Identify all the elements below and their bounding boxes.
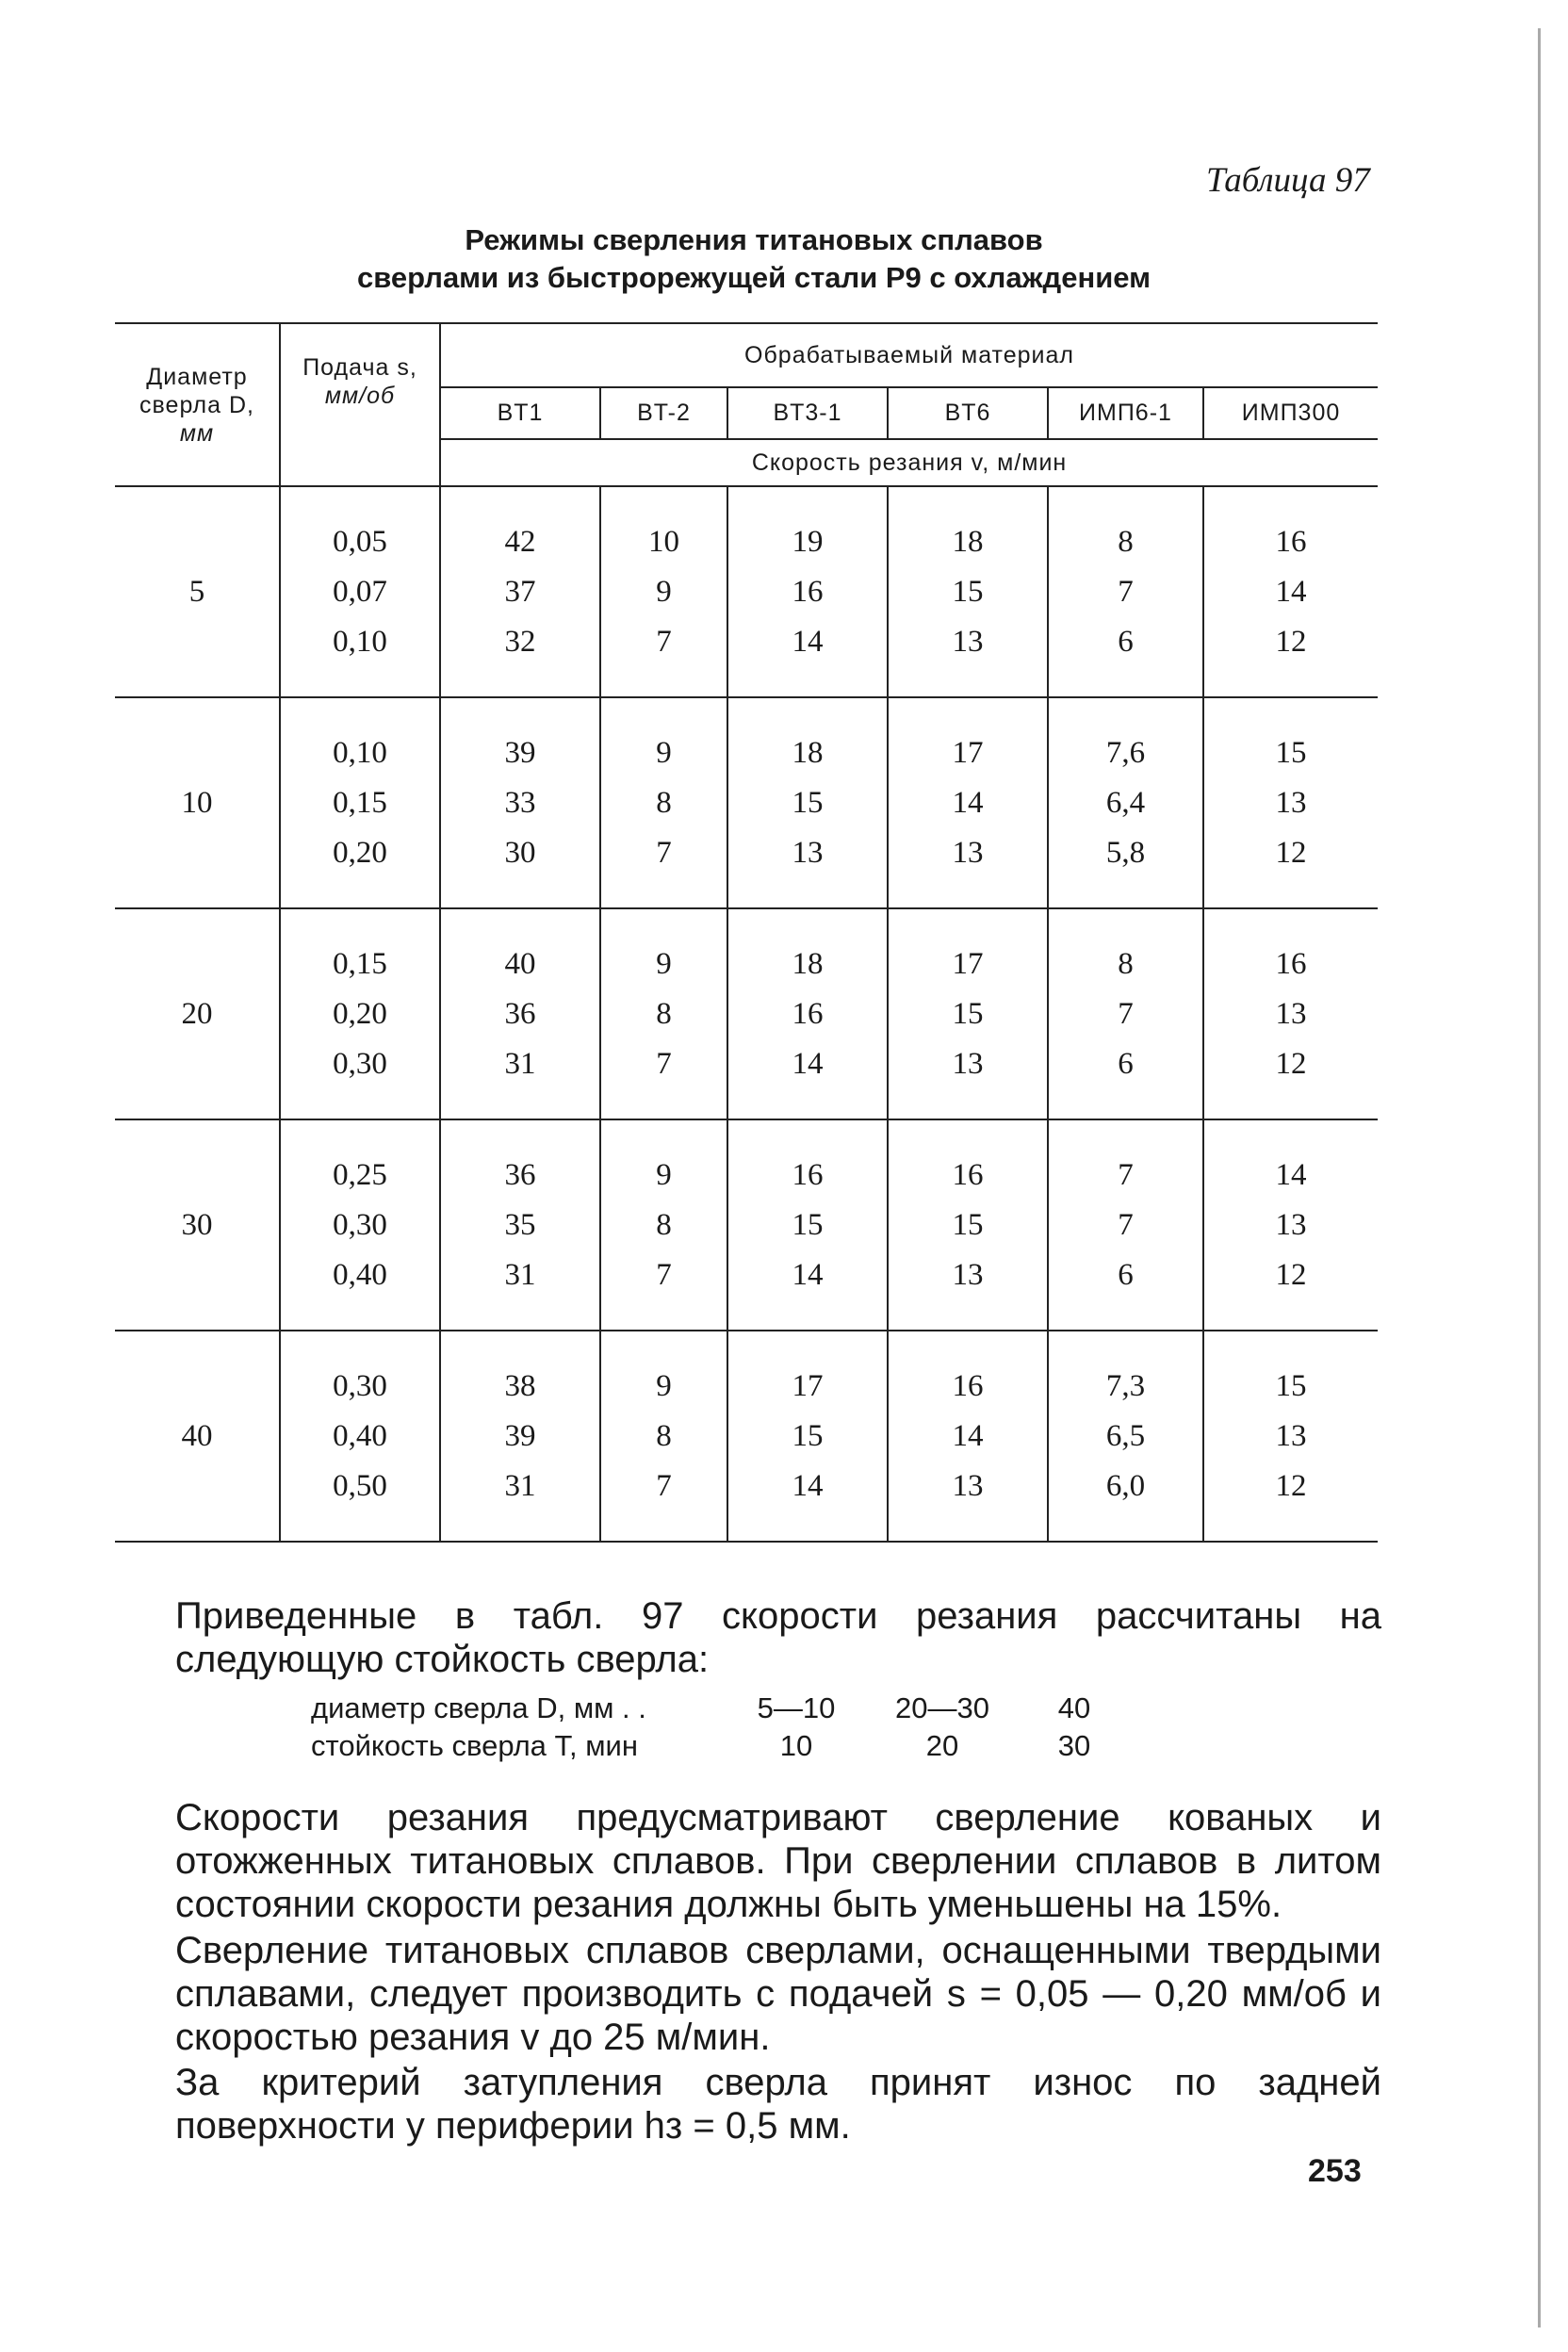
speed-value: 13 [792, 835, 824, 870]
speed-value: 31 [504, 1468, 536, 1503]
speed-value: 9 [656, 574, 672, 609]
cell-speeds-имп6-1 [1048, 697, 1203, 908]
speed-value: 8 [656, 1418, 672, 1453]
table-label: Таблица 97 [1206, 161, 1370, 200]
feed-value: 0,30 [333, 1368, 387, 1403]
speed-value: 36 [504, 996, 536, 1031]
speed-value: 13 [1275, 996, 1307, 1031]
speed-value: 16 [952, 1157, 984, 1192]
feed-value: 0,25 [333, 1157, 387, 1192]
speed-values [601, 1362, 727, 1511]
speed-value: 12 [1275, 1468, 1307, 1503]
tool-life-value: 20 [925, 1729, 959, 1762]
speed-value: 7 [656, 624, 672, 659]
drilling-modes-table [115, 322, 1378, 1543]
feed-values [281, 939, 439, 1089]
cell-speeds-имп300 [1203, 908, 1378, 1119]
speed-value: 39 [504, 735, 536, 770]
speed-value: 38 [504, 1368, 536, 1403]
speed-values [1049, 939, 1202, 1089]
speed-value: 15 [952, 1207, 984, 1242]
feed-value: 0,30 [333, 1207, 387, 1242]
speed-value: 8 [1118, 946, 1134, 981]
tool-life-row-diameter [311, 1690, 1121, 1727]
feed-value: 0,50 [333, 1468, 387, 1503]
cell-feeds [280, 908, 440, 1119]
speed-value: 15 [1275, 735, 1307, 770]
page-number: 253 [1308, 2153, 1362, 2189]
speed-value: 14 [1275, 1157, 1307, 1192]
tool-life-value: 30 [1057, 1729, 1091, 1762]
header-feed [280, 323, 440, 439]
cell-speeds-bt1 [440, 908, 600, 1119]
header-bt6: BT6 [888, 387, 1048, 439]
header-imp300: ИМП300 [1203, 387, 1378, 439]
speed-values [889, 1362, 1047, 1511]
paragraph-2: Скорости резания предусматривают сверление кованых и отожженных титановых сплавов. При сверлении сплавов в литом состоянии скорости резания должны быть уменьшены на 15%. [175, 1797, 1381, 1925]
speed-value: 8 [656, 785, 672, 820]
speed-values [441, 728, 599, 878]
cell-speeds-bt-2 [600, 697, 727, 908]
speed-value: 7,3 [1105, 1368, 1146, 1403]
table-row [115, 1119, 1378, 1331]
speed-value: 31 [504, 1257, 536, 1292]
speed-values [1049, 517, 1202, 667]
speed-values [1204, 728, 1378, 878]
cell-speeds-имп300 [1203, 486, 1378, 697]
feed-values [281, 1151, 439, 1300]
table-caption [283, 221, 1225, 297]
speed-value: 15 [792, 1418, 824, 1453]
cell-speeds-bt6 [888, 1119, 1048, 1331]
speed-value: 9 [656, 735, 672, 770]
speed-values [728, 1362, 887, 1511]
speed-value: 40 [504, 946, 536, 981]
header-feed-line-1: Подача s, [302, 354, 417, 381]
speed-value: 16 [792, 996, 824, 1031]
tool-life-value: 20—30 [895, 1691, 989, 1724]
feed-value: 0,30 [333, 1046, 387, 1081]
speed-value: 8 [1118, 524, 1134, 559]
feed-value: 0,15 [333, 946, 387, 981]
speed-value: 16 [792, 574, 824, 609]
speed-value: 15 [952, 574, 984, 609]
speed-value: 32 [504, 624, 536, 659]
speed-value: 6,0 [1105, 1468, 1146, 1503]
table-row [115, 697, 1378, 908]
speed-values [441, 1362, 599, 1511]
speed-values [1204, 939, 1378, 1089]
speed-value: 16 [792, 1157, 824, 1192]
header-diameter-line-2: сверла D, [139, 391, 254, 418]
speed-value: 12 [1275, 835, 1307, 870]
speed-value: 17 [792, 1368, 824, 1403]
speed-value: 14 [792, 1046, 824, 1081]
speed-value: 14 [792, 1257, 824, 1292]
cell-speeds-имп300 [1203, 1331, 1378, 1542]
speed-values [441, 517, 599, 667]
speed-value: 12 [1275, 624, 1307, 659]
tool-life-table [311, 1690, 1121, 1765]
cell-speeds-bt3-1 [727, 486, 888, 697]
speed-value: 9 [656, 1157, 672, 1192]
cell-speeds-bt-2 [600, 1331, 727, 1542]
header-bt3-1: BT3-1 [727, 387, 888, 439]
speed-values [601, 1151, 727, 1300]
speed-value: 42 [504, 524, 536, 559]
speed-value: 6 [1118, 624, 1134, 659]
speed-value: 7 [1118, 996, 1134, 1031]
speed-value: 7 [1118, 1157, 1134, 1192]
tool-life-row-life [311, 1727, 1121, 1765]
speed-value: 12 [1275, 1257, 1307, 1292]
speed-value: 7 [656, 1257, 672, 1292]
speed-values [601, 728, 727, 878]
speed-value: 16 [1275, 524, 1307, 559]
speed-value: 14 [1275, 574, 1307, 609]
header-feed-spacer [280, 439, 440, 486]
table-body [115, 486, 1378, 1542]
speed-value: 8 [656, 996, 672, 1031]
cell-diameter: 10 [115, 697, 280, 908]
table-row [115, 486, 1378, 697]
speed-values [1049, 1151, 1202, 1300]
cell-speeds-bt6 [888, 697, 1048, 908]
speed-value: 7 [1118, 574, 1134, 609]
feed-value: 0,07 [333, 574, 387, 609]
speed-value: 17 [952, 946, 984, 981]
cell-speeds-имп6-1 [1048, 1119, 1203, 1331]
cell-diameter: 5 [115, 486, 280, 697]
cell-speeds-имп6-1 [1048, 1331, 1203, 1542]
speed-value: 12 [1275, 1046, 1307, 1081]
speed-value: 37 [504, 574, 536, 609]
cell-speeds-bt-2 [600, 486, 727, 697]
tool-life-value: 10 [779, 1729, 813, 1762]
cell-speeds-bt6 [888, 486, 1048, 697]
speed-value: 17 [952, 735, 984, 770]
speed-values [889, 939, 1047, 1089]
cell-diameter: 20 [115, 908, 280, 1119]
speed-value: 36 [504, 1157, 536, 1192]
cell-diameter: 40 [115, 1331, 280, 1542]
cell-speeds-bt3-1 [727, 1331, 888, 1542]
speed-value: 16 [952, 1368, 984, 1403]
feed-value: 0,10 [333, 624, 387, 659]
feed-value: 0,05 [333, 524, 387, 559]
header-bt2: BT-2 [600, 387, 727, 439]
cell-speeds-bt1 [440, 1331, 600, 1542]
speed-value: 7,6 [1105, 735, 1146, 770]
speed-value: 6 [1118, 1046, 1134, 1081]
speed-value: 16 [1275, 946, 1307, 981]
cell-speeds-bt1 [440, 697, 600, 908]
cell-speeds-имп300 [1203, 697, 1378, 908]
speed-value: 13 [952, 835, 984, 870]
cell-diameter: 30 [115, 1119, 280, 1331]
cell-speeds-bt6 [888, 1331, 1048, 1542]
feed-value: 0,15 [333, 785, 387, 820]
header-diameter-line-1: Диаметр [146, 363, 248, 390]
cell-speeds-bt3-1 [727, 908, 888, 1119]
speed-values [441, 939, 599, 1089]
speed-values [1049, 1362, 1202, 1511]
tool-life-label: диаметр сверла D, мм . . [311, 1691, 646, 1724]
speed-value: 13 [952, 1468, 984, 1503]
speed-values [889, 1151, 1047, 1300]
speed-values [601, 939, 727, 1089]
cell-speeds-имп6-1 [1048, 486, 1203, 697]
speed-value: 33 [504, 785, 536, 820]
feed-value: 0,20 [333, 996, 387, 1031]
speed-value: 10 [648, 524, 679, 559]
cell-speeds-bt-2 [600, 908, 727, 1119]
tool-life-value: 40 [1057, 1691, 1091, 1724]
speed-value: 15 [1275, 1368, 1307, 1403]
speed-values [1204, 517, 1378, 667]
speed-values [889, 728, 1047, 878]
header-feed-line-2: мм/об [324, 383, 396, 409]
speed-values [728, 517, 887, 667]
speed-value: 15 [792, 1207, 824, 1242]
speed-values [1049, 728, 1202, 878]
speed-values [1204, 1362, 1378, 1511]
cell-feeds [280, 486, 440, 697]
speed-value: 7 [656, 1046, 672, 1081]
feed-value: 0,20 [333, 835, 387, 870]
speed-value: 9 [656, 946, 672, 981]
speed-value: 18 [952, 524, 984, 559]
caption-line-1: Режимы сверления титановых сплавов [465, 223, 1043, 256]
speed-value: 14 [952, 1418, 984, 1453]
feed-value: 0,40 [333, 1257, 387, 1292]
speed-value: 19 [792, 524, 824, 559]
cell-speeds-bt3-1 [727, 697, 888, 908]
speed-values [1204, 1151, 1378, 1300]
cell-speeds-имп300 [1203, 1119, 1378, 1331]
header-material: Обрабатываемый материал [440, 323, 1378, 387]
speed-values [441, 1151, 599, 1300]
speed-value: 15 [952, 996, 984, 1031]
speed-value: 5,8 [1105, 835, 1146, 870]
tool-life-value: 5—10 [757, 1691, 836, 1724]
speed-value: 30 [504, 835, 536, 870]
speed-value: 14 [792, 1468, 824, 1503]
cell-speeds-bt-2 [600, 1119, 727, 1331]
page-edge-line [1538, 28, 1541, 2328]
speed-values [728, 1151, 887, 1300]
speed-value: 6 [1118, 1257, 1134, 1292]
speed-value: 7 [656, 1468, 672, 1503]
speed-value: 31 [504, 1046, 536, 1081]
feed-values [281, 517, 439, 667]
feed-values [281, 728, 439, 878]
feed-value: 0,40 [333, 1418, 387, 1453]
cell-speeds-имп6-1 [1048, 908, 1203, 1119]
header-imp6-1: ИМП6-1 [1048, 387, 1203, 439]
speed-value: 6,4 [1105, 785, 1146, 820]
speed-value: 7 [656, 835, 672, 870]
speed-value: 13 [952, 624, 984, 659]
cell-speeds-bt6 [888, 908, 1048, 1119]
cell-feeds [280, 1119, 440, 1331]
speed-values [728, 728, 887, 878]
speed-value: 13 [952, 1257, 984, 1292]
speed-value: 13 [1275, 785, 1307, 820]
speed-value: 15 [792, 785, 824, 820]
speed-value: 8 [656, 1207, 672, 1242]
paragraph-4: За критерий затупления сверла принят износ по задней поверхности у периферии hз = 0,5 мм. [175, 2062, 1381, 2147]
speed-value: 18 [792, 735, 824, 770]
speed-values [889, 517, 1047, 667]
feed-value: 0,10 [333, 735, 387, 770]
speed-values [601, 517, 727, 667]
speed-value: 7 [1118, 1207, 1134, 1242]
header-diameter-line-3: мм [179, 419, 215, 447]
speed-value: 35 [504, 1207, 536, 1242]
speed-value: 14 [792, 624, 824, 659]
header-diameter [115, 323, 280, 486]
speed-value: 14 [952, 785, 984, 820]
caption-line-2: сверлами из быстрорежущей стали Р9 с охлаждением [356, 261, 1152, 294]
table-row [115, 908, 1378, 1119]
speed-value: 39 [504, 1418, 536, 1453]
speed-value: 13 [1275, 1418, 1307, 1453]
speed-value: 13 [952, 1046, 984, 1081]
speed-value: 13 [1275, 1207, 1307, 1242]
speed-values [728, 939, 887, 1089]
feed-values [281, 1362, 439, 1511]
header-bt1: BT1 [440, 387, 600, 439]
cell-feeds [280, 697, 440, 908]
paragraph-3: Сверление титановых сплавов сверлами, оснащенными твердыми сплавами, следует производить с подачей s = 0,05 — 0,20 мм/об и скоростью резания v до 25 м/мин. [175, 1930, 1381, 2058]
paragraph-1: Приведенные в табл. 97 скорости резания рассчитаны на следующую стойкость сверла: [175, 1595, 1381, 1680]
speed-value: 9 [656, 1368, 672, 1403]
cell-speeds-bt3-1 [727, 1119, 888, 1331]
cell-speeds-bt1 [440, 1119, 600, 1331]
speed-value: 6,5 [1105, 1418, 1146, 1453]
speed-value: 18 [792, 946, 824, 981]
cell-speeds-bt1 [440, 486, 600, 697]
tool-life-label: стойкость сверла T, мин [311, 1729, 638, 1762]
table-row [115, 1331, 1378, 1542]
cell-feeds [280, 1331, 440, 1542]
header-speed: Скорость резания v, м/мин [440, 439, 1378, 486]
